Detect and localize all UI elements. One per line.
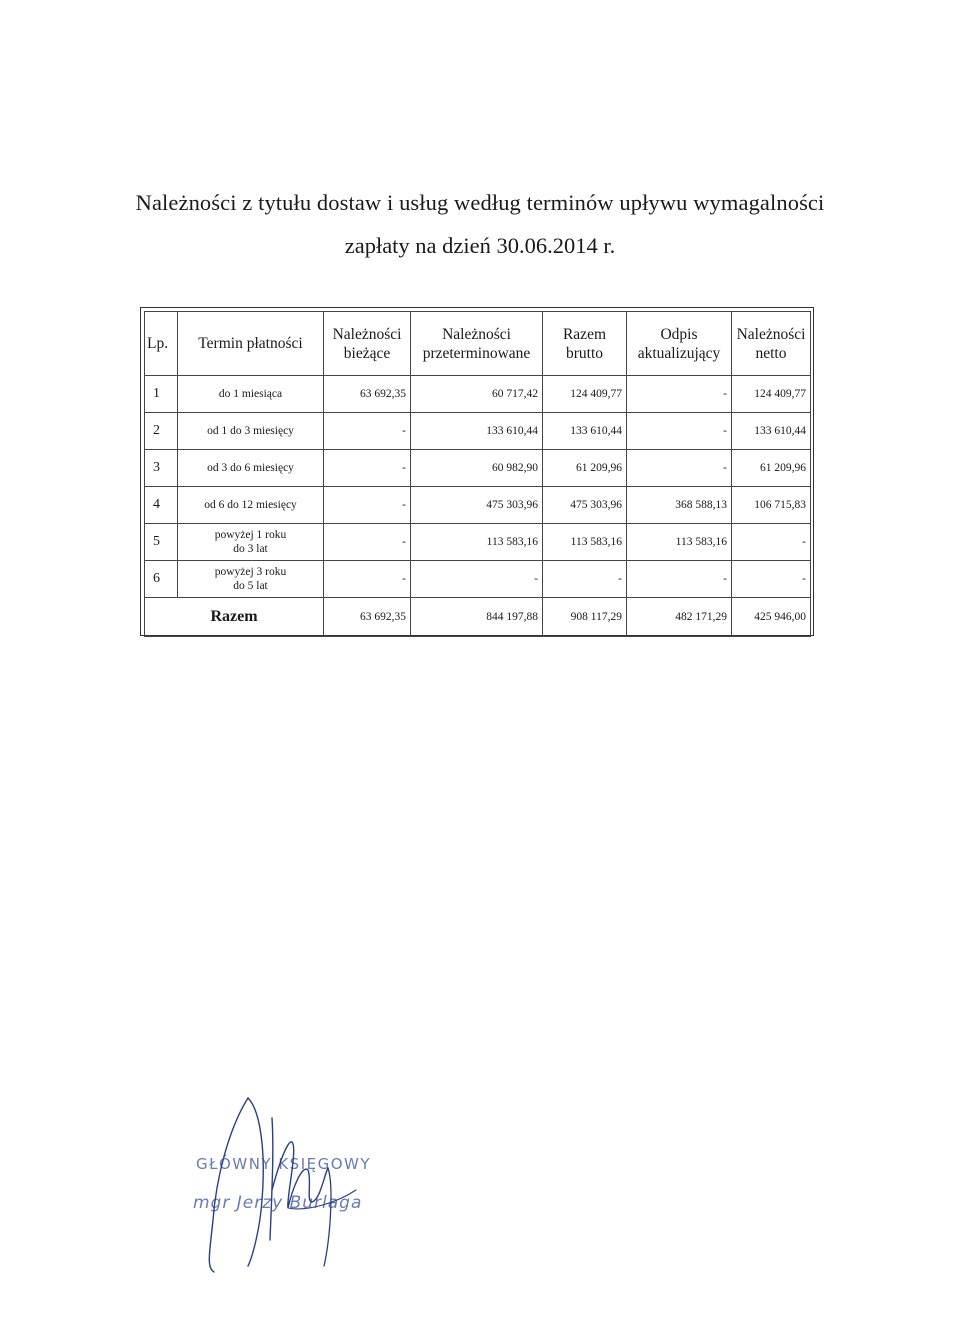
header-netto-line1: Należności: [736, 325, 806, 343]
cell-termin-line1: powyżej 3 roku: [214, 566, 287, 578]
cell-lp: 1: [145, 376, 178, 413]
header-biezace: [324, 312, 411, 376]
table-row: [145, 413, 811, 450]
header-przeterminowane-line2: przeterminowane: [422, 344, 531, 362]
cell-odpis: -: [627, 413, 732, 450]
table-header-row: [145, 312, 811, 376]
cell-odpis: -: [627, 450, 732, 487]
cell-netto: 106 715,83: [732, 487, 811, 524]
header-termin: Termin płatności: [178, 312, 324, 376]
cell-przeterminowane: -: [411, 561, 543, 598]
total-label: Razem: [145, 598, 324, 637]
signature-stroke: [272, 1142, 328, 1208]
cell-lp: 2: [145, 413, 178, 450]
header-netto: [732, 312, 811, 376]
header-biezace-line2: bieżące: [343, 344, 391, 362]
cell-termin: od 3 do 6 miesięcy: [178, 450, 324, 487]
header-odpis-line2: aktualizujący: [637, 344, 721, 362]
cell-razem: -: [543, 561, 627, 598]
cell-przeterminowane: 60 982,90: [411, 450, 543, 487]
header-razem: [543, 312, 627, 376]
cell-biezace: -: [324, 450, 411, 487]
signature-stroke: [209, 1098, 248, 1272]
cell-termin-line2: do 3 lat: [233, 543, 268, 555]
table-row: [145, 450, 811, 487]
table-row: [145, 524, 811, 561]
cell-razem: 133 610,44: [543, 413, 627, 450]
cell-termin: do 1 miesiąca: [178, 376, 324, 413]
cell-lp: 4: [145, 487, 178, 524]
cell-netto: -: [732, 524, 811, 561]
table-row: [145, 487, 811, 524]
cell-razem: 61 209,96: [543, 450, 627, 487]
document-title-line1: Należności z tytułu dostaw i usług według terminów upływu wymagalności: [135, 190, 825, 215]
header-odpis: [627, 312, 732, 376]
stamp-name: mgr Jerzy Burlaga: [193, 1193, 363, 1213]
cell-termin-line2: do 5 lat: [233, 580, 268, 592]
header-razem-line1: Razem: [562, 325, 607, 343]
table-row: [145, 561, 811, 598]
cell-biezace: -: [324, 487, 411, 524]
cell-lp: 5: [145, 524, 178, 561]
total-biezace: 63 692,35: [324, 598, 411, 637]
cell-przeterminowane: 133 610,44: [411, 413, 543, 450]
signature-stroke: [324, 1168, 331, 1266]
cell-netto: 133 610,44: [732, 413, 811, 450]
table-total-row: [145, 598, 811, 637]
cell-termin: [178, 561, 324, 598]
total-razem: 908 117,29: [543, 598, 627, 637]
receivables-table: [144, 311, 811, 637]
cell-biezace: -: [324, 524, 411, 561]
receivables-table-frame: [140, 307, 814, 636]
cell-termin: [178, 524, 324, 561]
cell-netto: 124 409,77: [732, 376, 811, 413]
header-biezace-line1: Należności: [332, 325, 402, 343]
cell-lp: 6: [145, 561, 178, 598]
cell-netto: -: [732, 561, 811, 598]
table-row: [145, 376, 811, 413]
cell-przeterminowane: 60 717,42: [411, 376, 543, 413]
header-lp: Lp.: [145, 312, 178, 376]
cell-termin: od 6 do 12 miesięcy: [178, 487, 324, 524]
cell-razem: 113 583,16: [543, 524, 627, 561]
cell-razem: 124 409,77: [543, 376, 627, 413]
header-przeterminowane-line1: Należności: [442, 325, 511, 343]
cell-odpis: -: [627, 561, 732, 598]
total-netto: 425 946,00: [732, 598, 811, 637]
handwritten-signature: [188, 1090, 408, 1280]
cell-biezace: -: [324, 413, 411, 450]
cell-biezace: 63 692,35: [324, 376, 411, 413]
total-odpis: 482 171,29: [627, 598, 732, 637]
signature-stroke: [248, 1098, 263, 1266]
signature-stroke: [270, 1118, 273, 1240]
cell-przeterminowane: 475 303,96: [411, 487, 543, 524]
cell-odpis: -: [627, 376, 732, 413]
cell-przeterminowane: 113 583,16: [411, 524, 543, 561]
signature-stroke: [288, 1190, 356, 1209]
cell-termin: od 1 do 3 miesięcy: [178, 413, 324, 450]
header-netto-line2: netto: [755, 344, 787, 362]
cell-netto: 61 209,96: [732, 450, 811, 487]
header-odpis-line1: Odpis: [660, 325, 698, 343]
total-przeterminowane: 844 197,88: [411, 598, 543, 637]
header-razem-line2: brutto: [565, 344, 604, 362]
cell-odpis: 368 588,13: [627, 487, 732, 524]
header-przeterminowane: [411, 312, 543, 376]
document-title-line2: zapłaty na dzień 30.06.2014 r.: [344, 233, 616, 258]
cell-odpis: 113 583,16: [627, 524, 732, 561]
cell-razem: 475 303,96: [543, 487, 627, 524]
stamp-title: GŁÓWNY KSIĘGOWY: [196, 1155, 372, 1173]
cell-termin-line1: powyżej 1 roku: [214, 529, 287, 541]
cell-lp: 3: [145, 450, 178, 487]
cell-biezace: -: [324, 561, 411, 598]
